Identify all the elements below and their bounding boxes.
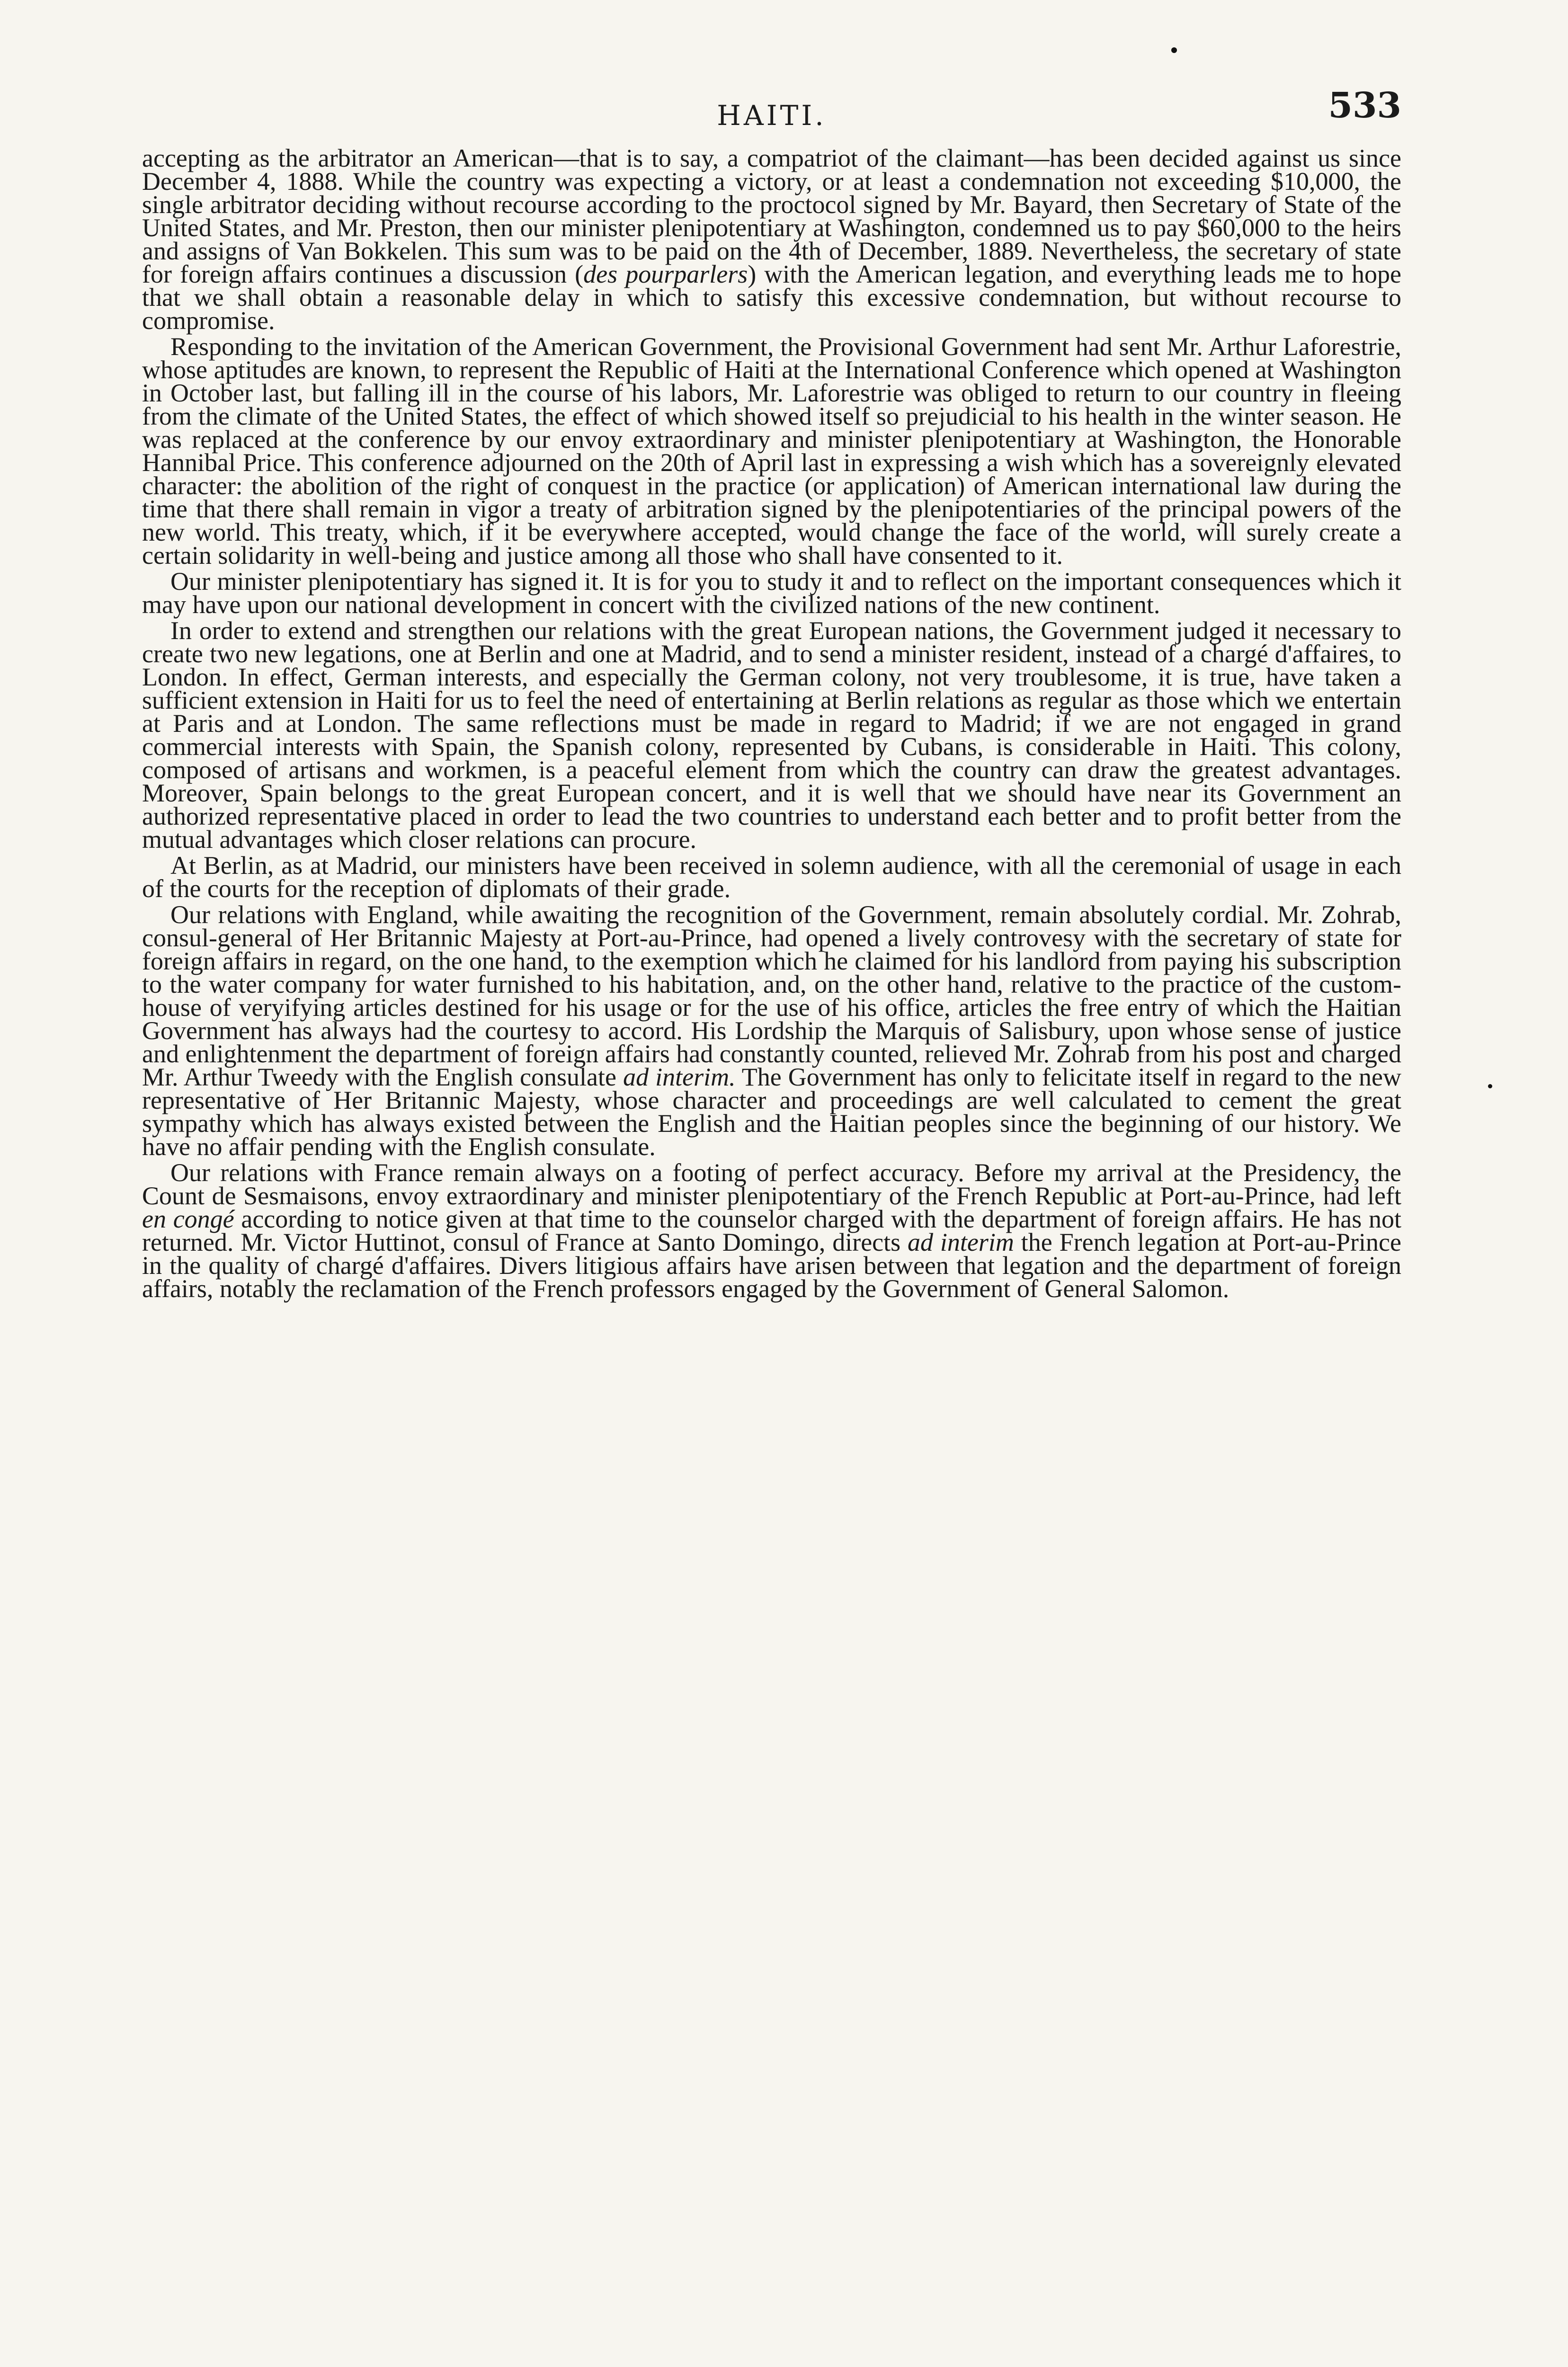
- paragraph-text: The Government has only to felicitate itself in regard to the new representative of Her Britannic Majesty, whose character and proceedings are well calculated to cement the great sympathy which has always existed between the English and the Haitian peoples since the beginning of our history. We have no affair pending with the English consulate.: [142, 1063, 1402, 1161]
- paragraph-7: [142, 1158, 1401, 1303]
- italic-phrase: des pourparlers: [583, 260, 748, 288]
- paragraph-text: the French legation at Port-au-Prince in the quality of chargé d'affaires. Divers litigious affairs have arisen between that legation and the department of foreign affairs, notably the reclamation of the French professors engaged by the Government of General Salomon.: [142, 1228, 1401, 1303]
- paragraph-2: Responding to the invitation of the American Government, the Provisional Government had sent Mr. Arthur Laforestrie, whose aptitudes are known, to represent the Republic of Haiti at the International Conference which opened at Washington in October last, but falling ill in the course of his labors, Mr. Laforestrie was obliged to return to our country in fleeing from the climate of the United States, the effect of which showed itself so prejudicial to his health in the winter season. He was replaced at the conference by our envoy extraordinary and minister plenipotentiary at Washington, the Honorable Hannibal Price. This conference adjourned on the 20th of April last in expressing a wish which has a sovereignly elevated character: the abolition of the right of conquest in the practice (or application) of American international law during the time that there shall remain in vigor a treaty of arbitration signed by the plenipotentiaries of the principal powers of the new world. This treaty, which, if it be everywhere accepted, would change the face of the world, will surely create a certain solidarity in well-being and justice among all those who shall have consented to it.: [142, 332, 1401, 570]
- running-title: HAITI.: [717, 99, 827, 132]
- print-speck: [1488, 1084, 1492, 1088]
- paragraph-text: ) with the American legation, and everything leads me to hope that we shall obtain a reasonable delay in which to satisfy this excessive condemnation, but without recourse to compromise.: [142, 260, 1401, 335]
- paragraph-1: [142, 144, 1401, 335]
- running-head: [142, 80, 1401, 147]
- paragraph-3: Our minister plenipotentiary has signed it. It is for you to study it and to reflect on the important consequences which it may have upon our national development in concert with the civilized nations of the new continent.: [142, 567, 1401, 619]
- italic-phrase: ad interim.: [623, 1063, 736, 1091]
- paragraph-5: At Berlin, as at Madrid, our ministers have been received in solemn audience, with all the ceremonial of usage in each of the courts for the reception of diplomats of their grade.: [142, 851, 1401, 903]
- print-speck: [1171, 47, 1177, 53]
- paragraph-text: accepting as the arbitrator an American—that is to say, a compatriot of the claimant—has been decided against us since December 4, 1888. While the country was expecting a victory, or at least a condemnation not exceeding $10,000, the single arbitrator deciding without recourse according to the proctocol signed by Mr. Bayard, then Secretary of State of the United States, and Mr. Preston, then our minister plenipotentiary at Washington, condemned us to pay $60,000 to the heirs and assigns of Van Bokkelen. This sum was to be paid on the 4th of December, 1889. Nevertheless, the secretary of state for foreign affairs continues a discussion (: [142, 144, 1401, 288]
- page-number: 533: [1328, 85, 1401, 126]
- body-text: [142, 144, 1402, 1303]
- paragraph-text: according to notice given at that time to the counselor charged with the department of foreign affairs. He has not returned. Mr. Victor Huttinot, consul of France at Santo Domingo, directs: [142, 1205, 1401, 1256]
- document-page: [142, 80, 1401, 2367]
- paragraph-text: Our relations with England, while awaiting the recognition of the Government, remain absolutely cordial. Mr. Zohrab, consul-general of Her Britannic Majesty at Port-au-Prince, had opened a lively controvesy with the secretary of state for foreign affairs in regard, on the one hand, to the exemption which he claimed for his landlord from paying his subscription to the water company for water furnished to his habitation, and, on the other hand, relative to the practice of the custom-house of veryifying articles destined for his usage or for the use of his office, articles the free entry of which the Haitian Government has always had the courtesy to accord. His Lordship the Marquis of Salisbury, upon whose sense of justice and enlightenment the department of foreign affairs had constantly counted, relieved Mr. Zohrab from his post and charged Mr. Arthur Tweedy with the English consulate: [142, 900, 1401, 1091]
- paragraph-4: In order to extend and strengthen our relations with the great European nations, the Government judged it necessary to create two new legations, one at Berlin and one at Madrid, and to send a minister resident, instead of a chargé d'affaires, to London. In effect, German interests, and especially the German colony, not very troublesome, it is true, have taken a sufficient extension in Haiti for us to feel the need of entertaining at Berlin relations as regular as those which we entertain at Paris and at London. The same reflections must be made in regard to Madrid; if we are not engaged in grand commercial interests with Spain, the Spanish colony, represented by Cubans, is considerable in Haiti. This colony, composed of artisans and workmen, is a peaceful element from which the country can draw the greatest advantages. Moreover, Spain belongs to the great European concert, and it is well that we should have near its Government an authorized representative placed in order to lead the two countries to understand each better and to profit better from the mutual advantages which closer relations can procure.: [142, 616, 1401, 854]
- italic-phrase: en congé: [142, 1205, 234, 1233]
- paragraph-text: Our relations with France remain always on a footing of perfect accuracy. Before my arrival at the Presidency, the Count de Sesmaisons, envoy extraordinary and minister plenipotentiary of the French Republic at Port-au-Prince, had left: [142, 1158, 1401, 1210]
- paragraph-6: [142, 900, 1402, 1161]
- italic-phrase: ad interim: [908, 1228, 1014, 1256]
